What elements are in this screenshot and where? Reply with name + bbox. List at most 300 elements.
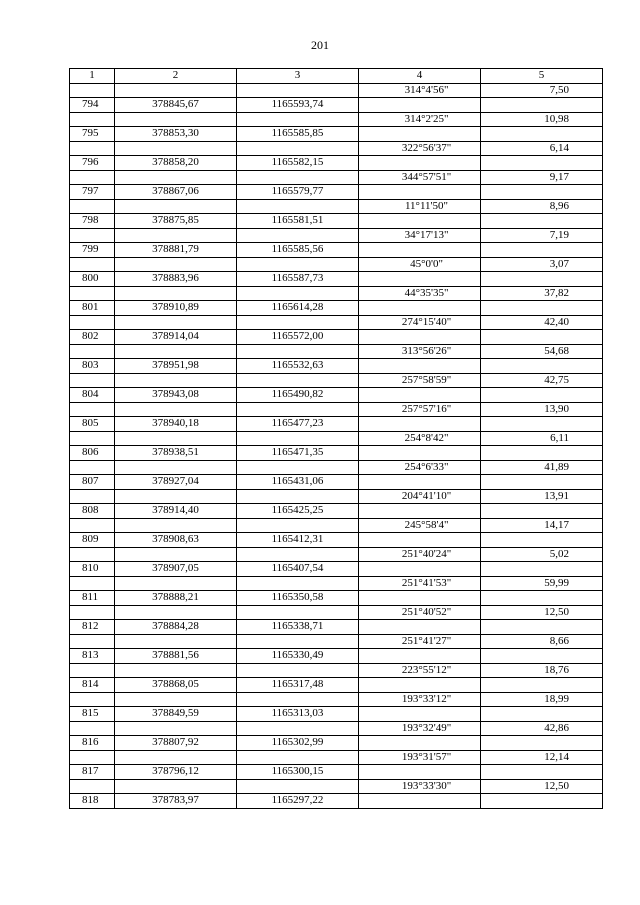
point-number-cell xyxy=(70,315,115,330)
distance-cell: 5,02 xyxy=(481,547,603,562)
y-coordinate-cell: 1165579,77 xyxy=(237,185,359,200)
y-coordinate-cell xyxy=(237,199,359,214)
point-number-cell: 810 xyxy=(70,562,115,577)
bearing-cell: 274°15'40" xyxy=(359,315,481,330)
point-number-cell: 804 xyxy=(70,388,115,403)
distance-cell xyxy=(481,98,603,113)
table-row xyxy=(70,562,603,577)
table-row xyxy=(70,156,603,171)
x-coordinate-cell: 378883,96 xyxy=(115,272,237,287)
column-header: 3 xyxy=(237,69,359,84)
point-number-cell xyxy=(70,692,115,707)
bearing-cell: 204°41'10" xyxy=(359,489,481,504)
distance-cell: 42,86 xyxy=(481,721,603,736)
column-header: 5 xyxy=(481,69,603,84)
bearing-cell xyxy=(359,765,481,780)
y-coordinate-cell: 1165490,82 xyxy=(237,388,359,403)
x-coordinate-cell xyxy=(115,112,237,127)
point-number-cell xyxy=(70,518,115,533)
table-row xyxy=(70,301,603,316)
bearing-cell: 193°31'57" xyxy=(359,750,481,765)
bearing-cell: 251°41'53" xyxy=(359,576,481,591)
distance-cell xyxy=(481,330,603,345)
x-coordinate-cell: 378943,08 xyxy=(115,388,237,403)
x-coordinate-cell: 378881,56 xyxy=(115,649,237,664)
table-row xyxy=(70,576,603,591)
x-coordinate-cell: 378867,06 xyxy=(115,185,237,200)
table-row xyxy=(70,678,603,693)
bearing-cell: 254°8'42" xyxy=(359,431,481,446)
table-row xyxy=(70,750,603,765)
bearing-cell xyxy=(359,678,481,693)
column-header: 4 xyxy=(359,69,481,84)
y-coordinate-cell: 1165593,74 xyxy=(237,98,359,113)
y-coordinate-cell: 1165471,35 xyxy=(237,446,359,461)
y-coordinate-cell: 1165412,31 xyxy=(237,533,359,548)
y-coordinate-cell xyxy=(237,373,359,388)
distance-cell xyxy=(481,359,603,374)
bearing-cell xyxy=(359,156,481,171)
x-coordinate-cell: 378796,12 xyxy=(115,765,237,780)
x-coordinate-cell xyxy=(115,402,237,417)
table-row xyxy=(70,707,603,722)
distance-cell: 37,82 xyxy=(481,286,603,301)
distance-cell xyxy=(481,707,603,722)
x-coordinate-cell: 378938,51 xyxy=(115,446,237,461)
bearing-cell: 257°58'59" xyxy=(359,373,481,388)
table-row xyxy=(70,794,603,809)
point-number-cell xyxy=(70,489,115,504)
column-header: 2 xyxy=(115,69,237,84)
distance-cell xyxy=(481,156,603,171)
table-row xyxy=(70,489,603,504)
bearing-cell xyxy=(359,272,481,287)
point-number-cell: 812 xyxy=(70,620,115,635)
table-row xyxy=(70,634,603,649)
y-coordinate-cell: 1165532,63 xyxy=(237,359,359,374)
point-number-cell xyxy=(70,750,115,765)
bearing-cell xyxy=(359,504,481,519)
bearing-cell xyxy=(359,330,481,345)
table-row xyxy=(70,272,603,287)
y-coordinate-cell xyxy=(237,547,359,562)
y-coordinate-cell: 1165300,15 xyxy=(237,765,359,780)
point-number-cell: 803 xyxy=(70,359,115,374)
x-coordinate-cell: 378845,67 xyxy=(115,98,237,113)
bearing-cell: 257°57'16" xyxy=(359,402,481,417)
x-coordinate-cell xyxy=(115,750,237,765)
x-coordinate-cell xyxy=(115,431,237,446)
table-row xyxy=(70,431,603,446)
distance-cell: 9,17 xyxy=(481,170,603,185)
y-coordinate-cell xyxy=(237,721,359,736)
bearing-cell xyxy=(359,707,481,722)
coordinates-table xyxy=(69,68,603,809)
bearing-cell xyxy=(359,620,481,635)
table-row xyxy=(70,214,603,229)
bearing-cell xyxy=(359,388,481,403)
bearing-cell xyxy=(359,446,481,461)
y-coordinate-cell xyxy=(237,663,359,678)
x-coordinate-cell xyxy=(115,257,237,272)
bearing-cell: 254°6'33" xyxy=(359,460,481,475)
y-coordinate-cell xyxy=(237,750,359,765)
distance-cell xyxy=(481,446,603,461)
table-row xyxy=(70,605,603,620)
table-row xyxy=(70,127,603,142)
table-row xyxy=(70,83,603,98)
y-coordinate-cell: 1165407,54 xyxy=(237,562,359,577)
table-row xyxy=(70,721,603,736)
x-coordinate-cell: 378927,04 xyxy=(115,475,237,490)
bearing-cell xyxy=(359,562,481,577)
x-coordinate-cell: 378875,85 xyxy=(115,214,237,229)
distance-cell xyxy=(481,127,603,142)
table-row xyxy=(70,141,603,156)
bearing-cell: 322°56'37" xyxy=(359,141,481,156)
point-number-cell: 799 xyxy=(70,243,115,258)
y-coordinate-cell xyxy=(237,257,359,272)
point-number-cell xyxy=(70,286,115,301)
page-number: 201 xyxy=(311,38,329,52)
distance-cell: 12,14 xyxy=(481,750,603,765)
y-coordinate-cell: 1165302,99 xyxy=(237,736,359,751)
distance-cell: 41,89 xyxy=(481,460,603,475)
x-coordinate-cell: 378951,98 xyxy=(115,359,237,374)
bearing-cell: 34°17'13" xyxy=(359,228,481,243)
distance-cell: 42,40 xyxy=(481,315,603,330)
column-header: 1 xyxy=(70,69,115,84)
distance-cell: 42,75 xyxy=(481,373,603,388)
bearing-cell xyxy=(359,417,481,432)
point-number-cell xyxy=(70,83,115,98)
distance-cell xyxy=(481,504,603,519)
y-coordinate-cell xyxy=(237,141,359,156)
x-coordinate-cell xyxy=(115,373,237,388)
distance-cell xyxy=(481,533,603,548)
y-coordinate-cell: 1165582,15 xyxy=(237,156,359,171)
x-coordinate-cell xyxy=(115,692,237,707)
table-row xyxy=(70,417,603,432)
x-coordinate-cell: 378907,05 xyxy=(115,562,237,577)
table-row xyxy=(70,330,603,345)
bearing-cell xyxy=(359,533,481,548)
point-number-cell: 807 xyxy=(70,475,115,490)
y-coordinate-cell: 1165313,03 xyxy=(237,707,359,722)
y-coordinate-cell xyxy=(237,83,359,98)
distance-cell xyxy=(481,736,603,751)
distance-cell: 14,17 xyxy=(481,518,603,533)
y-coordinate-cell: 1165614,28 xyxy=(237,301,359,316)
table-row xyxy=(70,649,603,664)
point-number-cell xyxy=(70,199,115,214)
point-number-cell xyxy=(70,170,115,185)
bearing-cell: 313°56'26" xyxy=(359,344,481,359)
table-header-row xyxy=(70,69,603,84)
table-row xyxy=(70,243,603,258)
y-coordinate-cell: 1165477,23 xyxy=(237,417,359,432)
y-coordinate-cell xyxy=(237,692,359,707)
bearing-cell: 251°40'24" xyxy=(359,547,481,562)
x-coordinate-cell: 378940,18 xyxy=(115,417,237,432)
bearing-cell xyxy=(359,185,481,200)
y-coordinate-cell xyxy=(237,286,359,301)
y-coordinate-cell xyxy=(237,431,359,446)
distance-cell xyxy=(481,272,603,287)
point-number-cell xyxy=(70,112,115,127)
point-number-cell: 818 xyxy=(70,794,115,809)
distance-cell: 54,68 xyxy=(481,344,603,359)
y-coordinate-cell: 1165297,22 xyxy=(237,794,359,809)
y-coordinate-cell xyxy=(237,489,359,504)
table-row xyxy=(70,475,603,490)
y-coordinate-cell xyxy=(237,779,359,794)
y-coordinate-cell xyxy=(237,112,359,127)
point-number-cell: 795 xyxy=(70,127,115,142)
table-row xyxy=(70,199,603,214)
point-number-cell xyxy=(70,257,115,272)
y-coordinate-cell: 1165572,00 xyxy=(237,330,359,345)
bearing-cell: 314°4'56" xyxy=(359,83,481,98)
distance-cell xyxy=(481,765,603,780)
bearing-cell xyxy=(359,359,481,374)
y-coordinate-cell xyxy=(237,402,359,417)
table-row xyxy=(70,533,603,548)
x-coordinate-cell xyxy=(115,489,237,504)
x-coordinate-cell xyxy=(115,547,237,562)
table-row xyxy=(70,388,603,403)
x-coordinate-cell: 378888,21 xyxy=(115,591,237,606)
table-row xyxy=(70,228,603,243)
distance-cell xyxy=(481,301,603,316)
y-coordinate-cell: 1165317,48 xyxy=(237,678,359,693)
bearing-cell xyxy=(359,127,481,142)
y-coordinate-cell xyxy=(237,605,359,620)
x-coordinate-cell xyxy=(115,141,237,156)
bearing-cell: 193°32'49" xyxy=(359,721,481,736)
point-number-cell xyxy=(70,634,115,649)
bearing-cell: 11°11'50" xyxy=(359,199,481,214)
distance-cell xyxy=(481,417,603,432)
point-number-cell: 797 xyxy=(70,185,115,200)
x-coordinate-cell: 378908,63 xyxy=(115,533,237,548)
x-coordinate-cell xyxy=(115,779,237,794)
y-coordinate-cell: 1165585,85 xyxy=(237,127,359,142)
y-coordinate-cell: 1165425,25 xyxy=(237,504,359,519)
distance-cell: 7,19 xyxy=(481,228,603,243)
table-row xyxy=(70,765,603,780)
point-number-cell: 808 xyxy=(70,504,115,519)
distance-cell: 6,11 xyxy=(481,431,603,446)
x-coordinate-cell xyxy=(115,518,237,533)
bearing-cell xyxy=(359,591,481,606)
x-coordinate-cell xyxy=(115,286,237,301)
bearing-cell xyxy=(359,98,481,113)
point-number-cell xyxy=(70,547,115,562)
y-coordinate-cell xyxy=(237,228,359,243)
y-coordinate-cell xyxy=(237,460,359,475)
x-coordinate-cell xyxy=(115,199,237,214)
table-row xyxy=(70,359,603,374)
distance-cell xyxy=(481,678,603,693)
point-number-cell xyxy=(70,344,115,359)
point-number-cell xyxy=(70,721,115,736)
bearing-cell: 193°33'30" xyxy=(359,779,481,794)
table-row xyxy=(70,98,603,113)
x-coordinate-cell: 378914,04 xyxy=(115,330,237,345)
distance-cell: 18,99 xyxy=(481,692,603,707)
point-number-cell: 815 xyxy=(70,707,115,722)
table-row xyxy=(70,112,603,127)
bearing-cell: 45°0'0" xyxy=(359,257,481,272)
distance-cell: 12,50 xyxy=(481,779,603,794)
point-number-cell: 817 xyxy=(70,765,115,780)
y-coordinate-cell: 1165587,73 xyxy=(237,272,359,287)
point-number-cell: 811 xyxy=(70,591,115,606)
distance-cell: 13,91 xyxy=(481,489,603,504)
table-row xyxy=(70,518,603,533)
distance-cell xyxy=(481,620,603,635)
table-row xyxy=(70,779,603,794)
x-coordinate-cell: 378783,97 xyxy=(115,794,237,809)
x-coordinate-cell xyxy=(115,228,237,243)
distance-cell: 12,50 xyxy=(481,605,603,620)
distance-cell: 7,50 xyxy=(481,83,603,98)
distance-cell: 10,98 xyxy=(481,112,603,127)
y-coordinate-cell: 1165581,51 xyxy=(237,214,359,229)
point-number-cell: 800 xyxy=(70,272,115,287)
distance-cell xyxy=(481,794,603,809)
bearing-cell xyxy=(359,475,481,490)
x-coordinate-cell xyxy=(115,83,237,98)
distance-cell: 6,14 xyxy=(481,141,603,156)
bearing-cell xyxy=(359,301,481,316)
bearing-cell: 44°35'35" xyxy=(359,286,481,301)
bearing-cell: 344°57'51" xyxy=(359,170,481,185)
bearing-cell xyxy=(359,649,481,664)
table-row xyxy=(70,446,603,461)
x-coordinate-cell: 378849,59 xyxy=(115,707,237,722)
point-number-cell xyxy=(70,431,115,446)
distance-cell: 3,07 xyxy=(481,257,603,272)
bearing-cell: 245°58'4" xyxy=(359,518,481,533)
x-coordinate-cell xyxy=(115,605,237,620)
x-coordinate-cell: 378807,92 xyxy=(115,736,237,751)
bearing-cell: 314°2'25" xyxy=(359,112,481,127)
y-coordinate-cell: 1165431,06 xyxy=(237,475,359,490)
distance-cell: 8,66 xyxy=(481,634,603,649)
distance-cell xyxy=(481,591,603,606)
point-number-cell xyxy=(70,141,115,156)
x-coordinate-cell: 378910,89 xyxy=(115,301,237,316)
y-coordinate-cell: 1165338,71 xyxy=(237,620,359,635)
bearing-cell: 193°33'12" xyxy=(359,692,481,707)
y-coordinate-cell: 1165330,49 xyxy=(237,649,359,664)
x-coordinate-cell: 378914,40 xyxy=(115,504,237,519)
x-coordinate-cell xyxy=(115,721,237,736)
x-coordinate-cell xyxy=(115,170,237,185)
table-row xyxy=(70,257,603,272)
x-coordinate-cell xyxy=(115,315,237,330)
point-number-cell: 801 xyxy=(70,301,115,316)
distance-cell xyxy=(481,388,603,403)
x-coordinate-cell: 378853,30 xyxy=(115,127,237,142)
bearing-cell xyxy=(359,243,481,258)
point-number-cell xyxy=(70,460,115,475)
point-number-cell: 796 xyxy=(70,156,115,171)
y-coordinate-cell: 1165585,56 xyxy=(237,243,359,258)
x-coordinate-cell: 378881,79 xyxy=(115,243,237,258)
x-coordinate-cell xyxy=(115,344,237,359)
table-row xyxy=(70,663,603,678)
point-number-cell xyxy=(70,576,115,591)
x-coordinate-cell xyxy=(115,460,237,475)
point-number-cell xyxy=(70,605,115,620)
distance-cell xyxy=(481,243,603,258)
x-coordinate-cell: 378884,28 xyxy=(115,620,237,635)
x-coordinate-cell xyxy=(115,634,237,649)
y-coordinate-cell xyxy=(237,518,359,533)
distance-cell: 8,96 xyxy=(481,199,603,214)
table-row xyxy=(70,736,603,751)
table-row xyxy=(70,402,603,417)
table-row xyxy=(70,591,603,606)
distance-cell xyxy=(481,475,603,490)
point-number-cell: 813 xyxy=(70,649,115,664)
x-coordinate-cell: 378868,05 xyxy=(115,678,237,693)
table-row xyxy=(70,373,603,388)
distance-cell xyxy=(481,185,603,200)
point-number-cell: 794 xyxy=(70,98,115,113)
table-row xyxy=(70,185,603,200)
point-number-cell xyxy=(70,228,115,243)
bearing-cell xyxy=(359,794,481,809)
bearing-cell: 251°40'52" xyxy=(359,605,481,620)
bearing-cell xyxy=(359,736,481,751)
point-number-cell: 816 xyxy=(70,736,115,751)
table-row xyxy=(70,460,603,475)
y-coordinate-cell xyxy=(237,170,359,185)
x-coordinate-cell: 378858,20 xyxy=(115,156,237,171)
point-number-cell: 809 xyxy=(70,533,115,548)
point-number-cell xyxy=(70,402,115,417)
point-number-cell: 798 xyxy=(70,214,115,229)
y-coordinate-cell xyxy=(237,634,359,649)
point-number-cell: 805 xyxy=(70,417,115,432)
x-coordinate-cell xyxy=(115,663,237,678)
point-number-cell xyxy=(70,779,115,794)
point-number-cell: 814 xyxy=(70,678,115,693)
y-coordinate-cell xyxy=(237,315,359,330)
distance-cell xyxy=(481,649,603,664)
x-coordinate-cell xyxy=(115,576,237,591)
table-row xyxy=(70,620,603,635)
table-row xyxy=(70,504,603,519)
table-row xyxy=(70,344,603,359)
table-row xyxy=(70,692,603,707)
point-number-cell: 806 xyxy=(70,446,115,461)
point-number-cell xyxy=(70,663,115,678)
bearing-cell xyxy=(359,214,481,229)
point-number-cell xyxy=(70,373,115,388)
bearing-cell: 251°41'27" xyxy=(359,634,481,649)
distance-cell: 18,76 xyxy=(481,663,603,678)
table-row xyxy=(70,547,603,562)
distance-cell: 59,99 xyxy=(481,576,603,591)
distance-cell xyxy=(481,214,603,229)
y-coordinate-cell xyxy=(237,344,359,359)
table-row xyxy=(70,286,603,301)
